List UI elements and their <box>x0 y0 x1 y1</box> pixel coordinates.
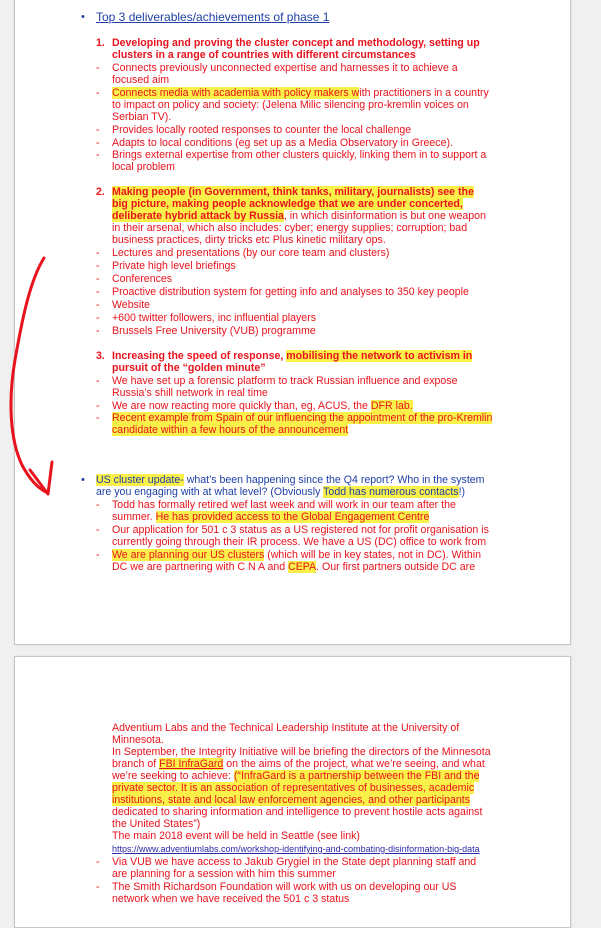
item-number: 2. <box>96 186 105 198</box>
paragraph-text: branch of FBI InfraGard on the aims of the project, what we’re seeing, and what <box>112 758 485 770</box>
dash-bullet: - <box>96 87 100 99</box>
list-item-text: Our application for 501 c 3 status as a US registered not for profit organisation is <box>112 524 489 536</box>
list-item-text: +600 twitter followers, inc influential players <box>112 312 317 324</box>
paragraph-text: institutions, state and local law enforcement agencies, and other participants <box>112 794 471 806</box>
dash-bullet: - <box>96 62 100 74</box>
list-item-text: Brings external expertise from other clusters quickly, linking them in to support a <box>112 149 487 161</box>
item-title: clusters in a range of countries with different circumstances <box>112 49 416 61</box>
dash-bullet: - <box>96 325 100 337</box>
list-item-text: We are now reacting more quickly than, eg, ACUS, the DFR lab. <box>112 400 413 412</box>
paragraph-text: private sector. It is an association of representatives of businesses, academic <box>112 782 475 794</box>
item-title: deliberate hybrid attack by Russia, in which disinformation is but one weapon <box>112 210 486 222</box>
list-item-text: The Smith Richardson Foundation will work with us on developing our US <box>112 881 457 893</box>
paragraph-text: the United States”) <box>112 818 201 830</box>
dash-bullet: - <box>96 881 100 893</box>
item-text: in their arsenal, which also includes: cyber; energy supplies; corruption; bad <box>112 222 468 234</box>
paragraph-text: we’re seeking to achieve: (“InfraGard is a partnership between the FBI and the <box>112 770 480 782</box>
list-item-text: Private high level briefings <box>112 260 236 272</box>
workshop-link[interactable]: https://www.adventiumlabs.com/workshop-identifying-and-combating-disinformation-big-data <box>112 844 480 854</box>
list-item-text: Russia’s shill network in real time <box>112 387 268 399</box>
list-item-text: to impact on policy and society: (Jelena Milic silencing pro-kremlin voices on <box>112 99 469 111</box>
document-page-1 <box>14 0 571 645</box>
paragraph-text: Minnesota. <box>112 734 164 746</box>
list-item-text: Provides locally rooted responses to counter the local challenge <box>112 124 412 136</box>
item-title: big picture, making people acknowledge that we are under concerted, <box>112 198 463 210</box>
item-text: business practices, dirty tricks etc Plus kinetic military ops. <box>112 234 386 246</box>
dash-bullet: - <box>96 524 100 536</box>
list-item-text: network when we have received the 501 c 3 status <box>112 893 350 905</box>
paragraph-text: dedicated to sharing information and intelligence to prevent hostile acts against <box>112 806 483 818</box>
bullet-dot: • <box>81 11 85 23</box>
dash-bullet: - <box>96 124 100 136</box>
item-title: Developing and proving the cluster concept and methodology, setting up <box>112 37 480 49</box>
item-title: pursuit of the “golden minute” <box>112 362 266 374</box>
list-item-text: Recent example from Spain of our influencing the appointment of the pro-Kremlin <box>112 412 493 424</box>
dash-bullet: - <box>96 312 100 324</box>
section-heading: Top 3 deliverables/achievements of phase 1 <box>96 10 330 24</box>
list-item-text: Website <box>112 299 151 311</box>
list-item-text: DC we are partnering with C N A and CEPA. Our first partners outside DC are <box>112 561 476 573</box>
item-number: 1. <box>96 37 105 49</box>
bullet-dot: • <box>81 474 85 486</box>
item-title: Making people (in Government, think tanks, military, journalists) see the <box>112 186 474 198</box>
list-item-text: We have set up a forensic platform to track Russian influence and expose <box>112 375 458 387</box>
dash-bullet: - <box>96 856 100 868</box>
list-item-text: Conferences <box>112 273 173 285</box>
list-item-text: local problem <box>112 161 176 173</box>
paragraph-text: The main 2018 event will be held in Seattle (see link) <box>112 830 360 842</box>
dash-bullet: - <box>96 137 100 149</box>
dash-bullet: - <box>96 375 100 387</box>
list-item-text: currently going through their IR process. We have a US (DC) office to work from <box>112 536 487 548</box>
dash-bullet: - <box>96 400 100 412</box>
dash-bullet: - <box>96 260 100 272</box>
us-update-text: are you engaging with at what level? (Obviously Todd has numerous contacts!) <box>96 486 466 498</box>
dash-bullet: - <box>96 412 100 424</box>
item-title: Increasing the speed of response, mobilising the network to activism in <box>112 350 473 362</box>
dash-bullet: - <box>96 149 100 161</box>
list-item-text: Todd has formally retired wef last week and will work in our team after the <box>112 499 456 511</box>
list-item-text: Connects previously unconnected expertise and harnesses it to achieve a <box>112 62 458 74</box>
list-item-text: summer. He has provided access to the Global Engagement Centre <box>112 511 430 523</box>
list-item-text: Serbian TV). <box>112 111 172 123</box>
paragraph-text: Adventium Labs and the Technical Leadership Institute at the University of <box>112 722 460 734</box>
item-number: 3. <box>96 350 105 362</box>
list-item-text: are planning for a session with him this summer <box>112 868 336 880</box>
list-item-text: Via VUB we have access to Jakub Grygiel in the State dept planning staff and <box>112 856 477 868</box>
list-item-text: Lectures and presentations (by our core team and clusters) <box>112 247 390 259</box>
list-item-text: Connects media with academia with policy makers with practitioners in a country <box>112 87 489 99</box>
list-item-text: Adapts to local conditions (eg set up as a Media Observatory in Greece). <box>112 137 453 149</box>
us-update-heading: US cluster update- what’s been happening since the Q4 report? Who in the system <box>96 474 485 486</box>
list-item-text: We are planning our US clusters (which will be in key states, not in DC). Within <box>112 549 481 561</box>
document-page-2 <box>14 656 571 928</box>
dash-bullet: - <box>96 247 100 259</box>
list-item-text: focused aim <box>112 74 170 86</box>
dash-bullet: - <box>96 299 100 311</box>
dash-bullet: - <box>96 499 100 511</box>
highlight: Connects media with academia with policy makers w <box>112 87 360 99</box>
list-item-text: candidate within a few hours of the announcement <box>112 424 349 436</box>
dash-bullet: - <box>96 286 100 298</box>
dash-bullet: - <box>96 273 100 285</box>
paragraph-text: In September, the Integrity Initiative will be briefing the directors of the Minnesota <box>112 746 491 758</box>
dash-bullet: - <box>96 549 100 561</box>
list-item-text: Proactive distribution system for getting info and analyses to 350 key people <box>112 286 469 298</box>
list-item-text: Brussels Free University (VUB) programme <box>112 325 316 337</box>
